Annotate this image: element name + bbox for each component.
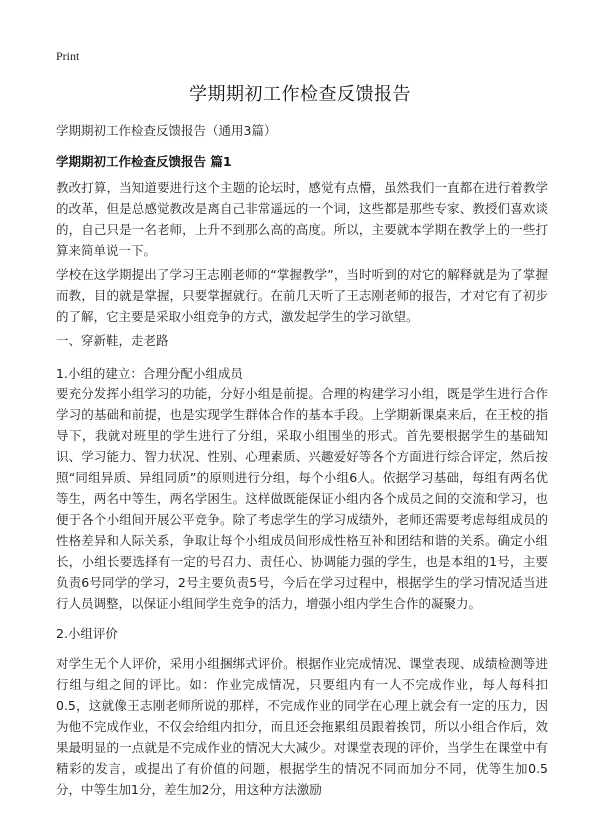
document-subtitle: 学期期初工作检查反馈报告（通用3篇） — [56, 123, 277, 138]
document-title: 学期期初工作检查反馈报告 — [189, 84, 411, 105]
print-link[interactable]: Print — [56, 49, 80, 63]
paragraph-group-evaluation: 对学生无个人评价，采用小组捆绑式评价。根据作业完成情况、课堂表现、成绩检测等进行组与组之间的评比。如：作业完成情况，只要组内有一人不完成作业，每人每科扣0.5，这就像王志刚老师所说的那样，不完成作业的同学在心理上就会有一定的压力，因为他不完成作业，不仅会给组内扣分，而且还会拖累组员跟着挨罚，所以小组合作后，效果最明显的一点就是不完成作业的情况大大减少。对课堂表现的评价，当学生在课堂中有精彩的发言，或提出了有价值的问题，根据学生的情况不同而加分不同，优等生加0.5分，中等生加1分，差生加2分，用这种方法激励 — [56, 656, 548, 797]
subheading-group-evaluation: 2.小组评价 — [56, 626, 118, 641]
paragraph-group-setup: 要充分发挥小组学习的功能，分好小组是前提。合理的构建学习小组，既是学生进行合作学习的基础和前提，也是实现学生群体合作的基本手段。上学期新课桌来后，在王校的指导下，我就对班里的学生进行了分组，采取小组围坐的形式。首先要根据学生的基础知识、学习能力、智力状况、性别、心理素质、兴趣爱好等各个方面进行综合评定，然后按照“同组异质、异组同质”的原则进行分组，每个小组6人。依据学习基础，每组有两名优等生，两名中等生，两名学困生。这样做既能保证小组内各个成员之间的交流和学习，也便于各个小组间开展公平竞争。除了考虑学生的学习成绩外，老师还需要考虑每组成员的性格差异和人际关系，争取让每个小组成员间形成性格互补和团结和谐的关系。确定小组长，小组长要选择有一定的号召力、责任心、协调能力强的学生，也是本组的1号，主要负责6号同学的学习，2号主要负责5号，今后在学习过程中，根据学生的学习情况适当进行人员调整，以保证小组间学生竞争的活力，增强小组内学生合作的凝聚力。 — [56, 386, 548, 611]
paragraph-mastery-teaching: 学校在这学期提出了学习王志刚老师的“掌握教学”，当时听到的对它的解释就是为了掌握而教，目的就是掌握，只要掌握就行。在前几天听了王志刚老师的报告，才对它有了初步的了解，它主要是采取小组竞争的方式，激发起学生的学习欲望。 — [56, 267, 548, 324]
subheading-new-shoes-old-road: 一、穿新鞋，走老路 — [56, 333, 169, 348]
subheading-group-setup: 1.小组的建立：合理分配小组成员 — [56, 366, 243, 381]
paragraph-intro: 教改打算，当知道要进行这个主题的论坛时，感觉有点懵，虽然我们一直都在进行着教学的改革，但是总感觉教改是离自己非常遥远的一个词，这些都是那些专家、教授们喜欢谈的，自己只是一名老师，上升不到那么高的高度。所以，主要就本学期在教学上的一些打算来简单说一下。 — [56, 180, 548, 258]
section-heading: 学期期初工作检查反馈报告 篇1 — [56, 154, 232, 169]
